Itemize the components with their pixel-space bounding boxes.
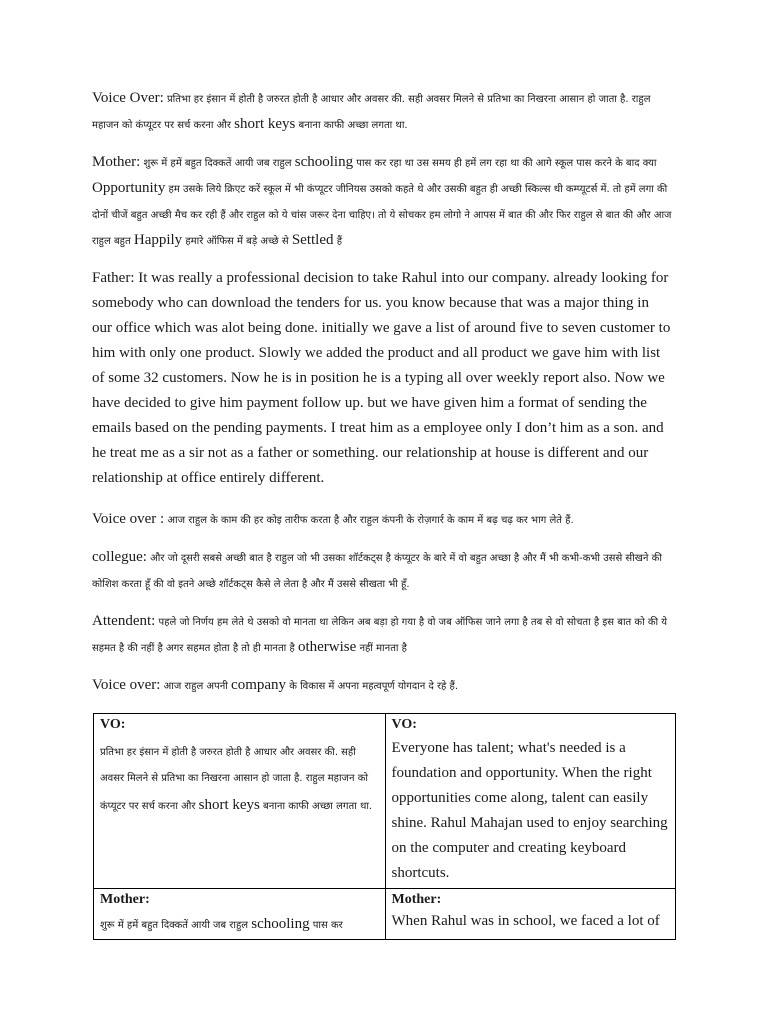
speaker-label: Voice over : [92, 511, 165, 527]
paragraph-text [92, 270, 670, 486]
table-cell-hindi [94, 889, 386, 940]
latin-text-run: schooling [294, 154, 354, 170]
paragraph-voice-over-3 [92, 673, 672, 699]
cell-heading: VO: [100, 717, 126, 732]
hindi-text-run: पास कर रहा था उस समय ही हमें लग रहा था की आगे स्कूल पास करने के बाद क्या [353, 158, 657, 169]
cell-heading: Mother: [100, 892, 150, 907]
latin-text-run: Settled [291, 232, 334, 248]
hindi-text-run: पास कर [309, 920, 343, 931]
speaker-label: collegue: [92, 549, 147, 565]
hindi-text-run: और जो दूसरी सबसे अच्छी बात है राहुल जो भी उसका शॉर्टकट्स है कंप्यूटर के बारे में वो बहुत अच्छा है और मैं भी कभी-कभी उससे सीखने की कोशिश करता हूँ की वो इतने अच्छे शॉर्टकट्स कैसे ले लेता है और मैं उससे सीखता भी हूँ. [92, 553, 662, 590]
paragraph-collegue [92, 545, 672, 597]
paragraph-text [164, 511, 573, 527]
hindi-text-run: हम उसके लिये क्रिएट करें स्कूल में भी कंप्यूटर जीनियस उसको कहते थे और उसकी बहुत ही अच्छी स्किल्स थी कम्प्यूटर्स में. तो हमें लगा की दोनों चीजें बहुत अच्छी मैच कर रही हैं और राहुल को ये चांस जरूर देना चाहिए। तो ये सोचकर हम लोगो ने आपस में बात की और फिर राहुल से बात की और आज राहुल बहुत [92, 184, 672, 247]
paragraph-text [92, 613, 667, 655]
hindi-text-run: प्रतिभा हर इंसान में होती है जरुरत होती है आधार और अवसर की. सही अवसर मिलने से प्रतिभा का निखरना आसान हो जाता है. राहुल महाजन को कंप्यूटर पर सर्च करना और [92, 94, 651, 131]
paragraph-voice-over-1 [92, 86, 672, 138]
latin-text-run: short keys [234, 116, 296, 132]
hindi-text-run: प्रतिभा हर इंसान में होती है जरुरत होती है आधार और अवसर की. सही अवसर मिलने से प्रतिभा का निखरना आसान हो जाता है. राहुल महाजन को कंप्यूटर पर सर्च करना और [100, 747, 368, 812]
hindi-text-run: आज राहुल के काम की हर कोइ तारीफ करता है और राहुल कंपनी के रोज़गार्र के काम में बढ़ चढ़ कर भाग लेते हैं. [164, 515, 574, 526]
table-row [94, 714, 676, 889]
cell-heading: VO: [391, 717, 417, 732]
cell-english-text: Everyone has talent; what's needed is a foundation and opportunity. When the right opportunities come along, talent can easily shine. Rahul Mahajan used to enjoy searching on the computer and creating keyboard shortcuts. [391, 740, 668, 881]
table-cell-hindi [94, 714, 386, 889]
latin-text-run: It was really a professional decision to take Rahul into our company. already looking for somebody who can download the tenders for us. you know because that was a major thing in our office which was alot being done. initially we gave a list of around five to seven customer to him with only one product. Slowly we added the product and all product we gave him with list of some 32 customers. Now he is in position he is a typing all over weekly report also. Now we have decided to give him payment follow up. but we have given him a format of sending the emails based on the pending payments. I treat him as a employee only I don’t him as a son. and he treat me as a sir not as a father or something. our relationship at house is different and our relationship at office entirely different. [92, 270, 671, 486]
table-cell-english [385, 714, 676, 889]
translation-table [93, 713, 676, 940]
paragraph-mother [92, 150, 672, 254]
cell-hindi-text [100, 740, 379, 820]
cell-heading: Mother: [391, 892, 442, 907]
latin-text-run: short keys [198, 797, 260, 813]
hindi-text-run: के विकास में अपना महत्वपूर्ण योगदान दे रहे हैं. [286, 681, 459, 692]
paragraph-text [92, 90, 650, 132]
paragraph-voice-over-2 [92, 507, 672, 533]
paragraph-text [92, 154, 671, 248]
speaker-label: Mother: [92, 154, 141, 170]
paragraph-father [92, 266, 672, 491]
cell-english-text: When Rahul was in school, we faced a lot of [391, 913, 660, 929]
hindi-text-run: नहीं मानता है [356, 643, 407, 654]
speaker-label: Attendent: [92, 613, 156, 629]
latin-text-run: Happily [133, 232, 183, 248]
hindi-text-run: शुरू में हमें बहुत दिक्कतें आयी जब राहुल [140, 158, 295, 169]
latin-text-run: schooling [251, 916, 310, 932]
hindi-text-run: पहले जो निर्णय हम लेते थे उसको वो मानता था लेकिन अब बड़ा हो गया है वो जब ऑफिस जाने लगा है तब से वो सोचता है इस बात को की ये सहमत है की नहीं है अगर सहमत होता है तो ही मानता है [92, 617, 668, 654]
table-row [94, 889, 676, 940]
hindi-text-run: बनाना काफी अच्छा लगता था. [295, 120, 408, 131]
table-cell-english [385, 889, 676, 940]
cell-hindi-text [100, 911, 379, 939]
paragraph-text [92, 549, 662, 591]
hindi-text-run: शुरू में हमें बहुत दिक्कतें आयी जब राहुल [100, 920, 252, 931]
speaker-label: Voice over: [92, 677, 161, 693]
speaker-label: Father: [92, 270, 135, 286]
paragraph-attendent [92, 609, 672, 661]
latin-text-run: otherwise [297, 639, 357, 655]
hindi-text-run: हमारे ऑफिस में बड़े अच्छे से [182, 236, 292, 247]
latin-text-run: company [231, 677, 287, 693]
speaker-label: Voice Over: [92, 90, 164, 106]
latin-text-run: Opportunity [92, 180, 166, 196]
hindi-text-run: आज राहुल अपनी [160, 681, 232, 692]
hindi-text-run: हैं [333, 236, 343, 247]
hindi-text-run: बनाना काफी अच्छा लगता था. [259, 801, 373, 812]
paragraph-text [160, 677, 458, 693]
